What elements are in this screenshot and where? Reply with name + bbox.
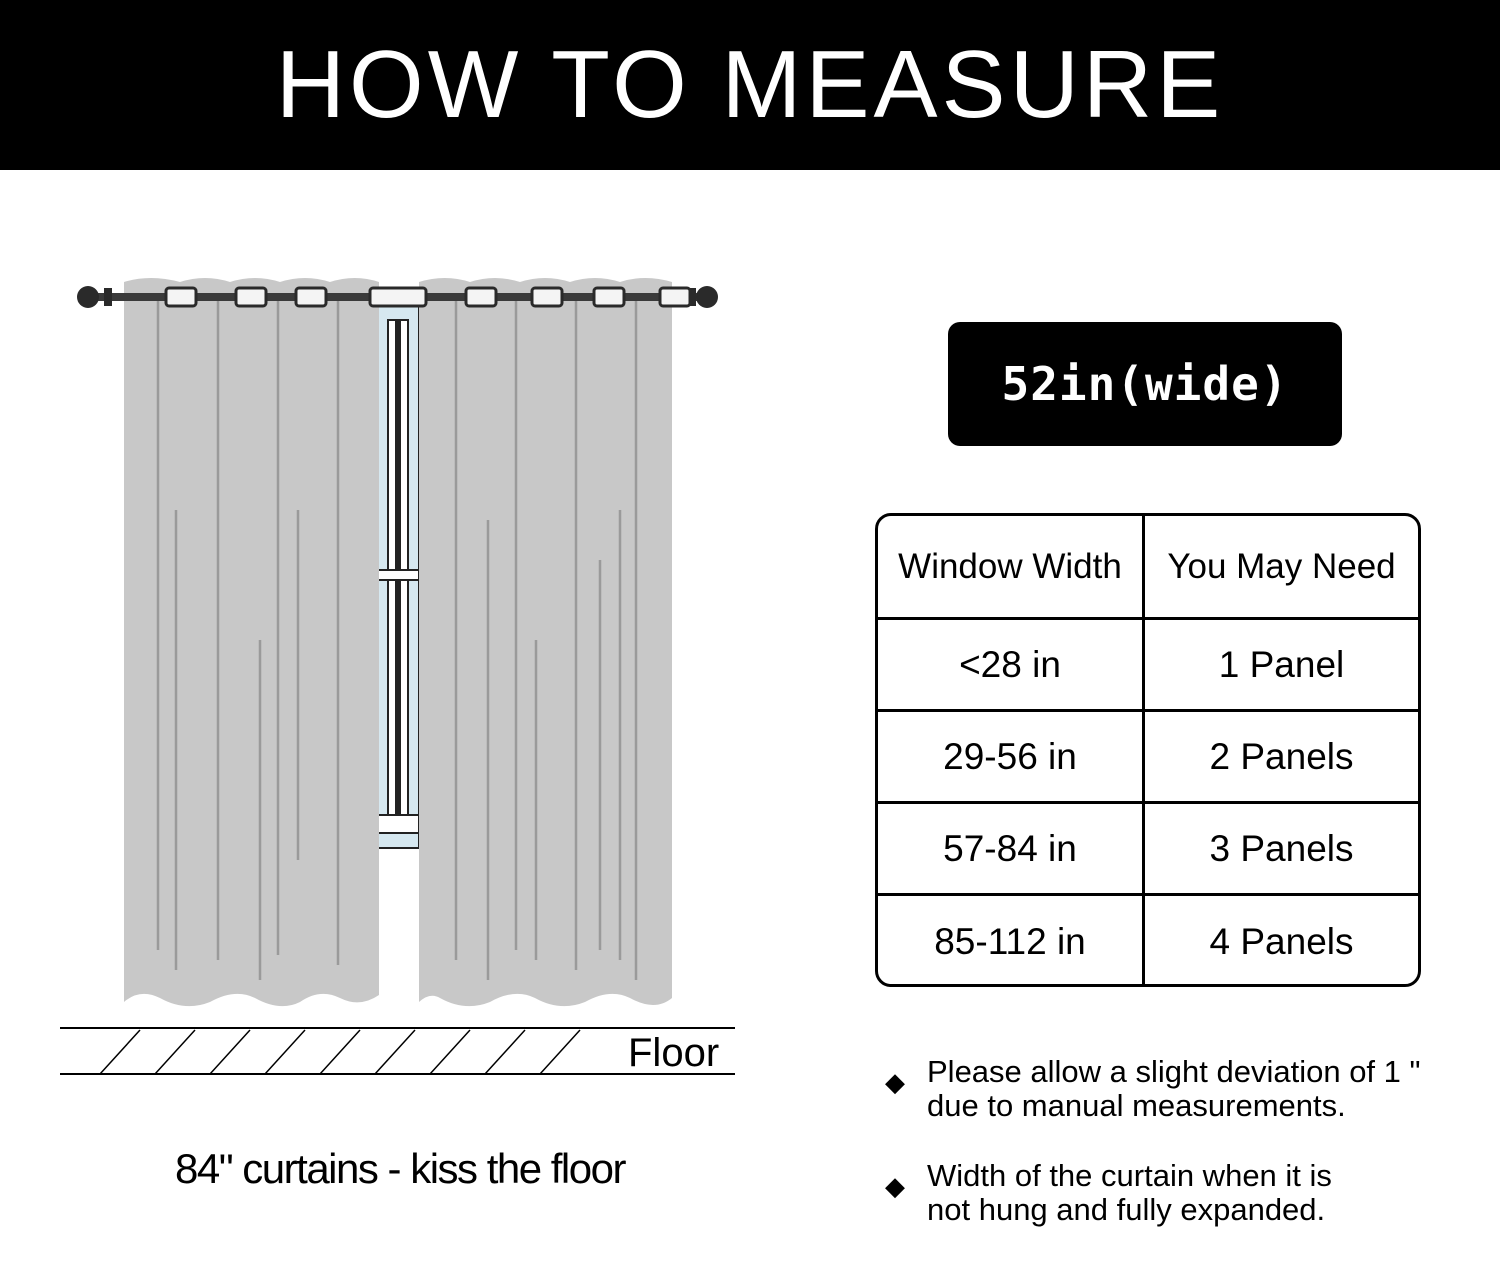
- width-badge: [948, 322, 1342, 446]
- panel-size-table: [875, 513, 1421, 987]
- left-curtain-panel: [124, 278, 379, 1006]
- column-header-window-width: Window Width: [878, 516, 1145, 617]
- note-text: [927, 1159, 1332, 1227]
- table-row: [878, 620, 1418, 712]
- note-line: not hung and fully expanded.: [927, 1192, 1326, 1227]
- page-title: HOW TO MEASURE: [275, 31, 1225, 138]
- width-label: 52in(wide): [1001, 357, 1289, 411]
- notes-list: [885, 1055, 1485, 1263]
- window-width-cell: 57-84 in: [878, 804, 1145, 893]
- floor: [60, 1028, 735, 1075]
- note-line: Please allow a slight deviation of 1 ": [927, 1054, 1421, 1089]
- note-line: Width of the curtain when it is: [927, 1158, 1332, 1193]
- header-banner: [0, 0, 1500, 170]
- panels-needed-cell: 4 Panels: [1209, 921, 1354, 962]
- diamond-bullet-icon: ◆: [885, 1067, 905, 1097]
- table-row: [878, 804, 1418, 896]
- curtain-illustration: [40, 260, 780, 1100]
- note-line: due to manual measurements.: [927, 1088, 1346, 1123]
- note-item: [885, 1159, 1485, 1227]
- panels-needed-cell: 2 Panels: [1209, 735, 1354, 777]
- note-text: [927, 1055, 1421, 1123]
- diamond-bullet-icon: ◆: [885, 1171, 905, 1201]
- window: [377, 300, 419, 848]
- table-row: [878, 712, 1418, 804]
- window-width-cell: <28 in: [878, 620, 1145, 709]
- window-width-cell: 85-112 in: [878, 896, 1145, 987]
- panels-needed-cell: 1 Panel: [1218, 643, 1345, 685]
- note-item: [885, 1055, 1485, 1123]
- column-header-you-may-need: You May Need: [1167, 546, 1396, 586]
- curtain-length-caption: 84" curtains - kiss the floor: [175, 1145, 625, 1192]
- table-header-row: [878, 516, 1418, 620]
- floor-label: Floor: [628, 1031, 720, 1075]
- table-row: [878, 896, 1418, 987]
- panels-needed-cell: 3 Panels: [1209, 827, 1354, 869]
- window-width-cell: 29-56 in: [878, 712, 1145, 801]
